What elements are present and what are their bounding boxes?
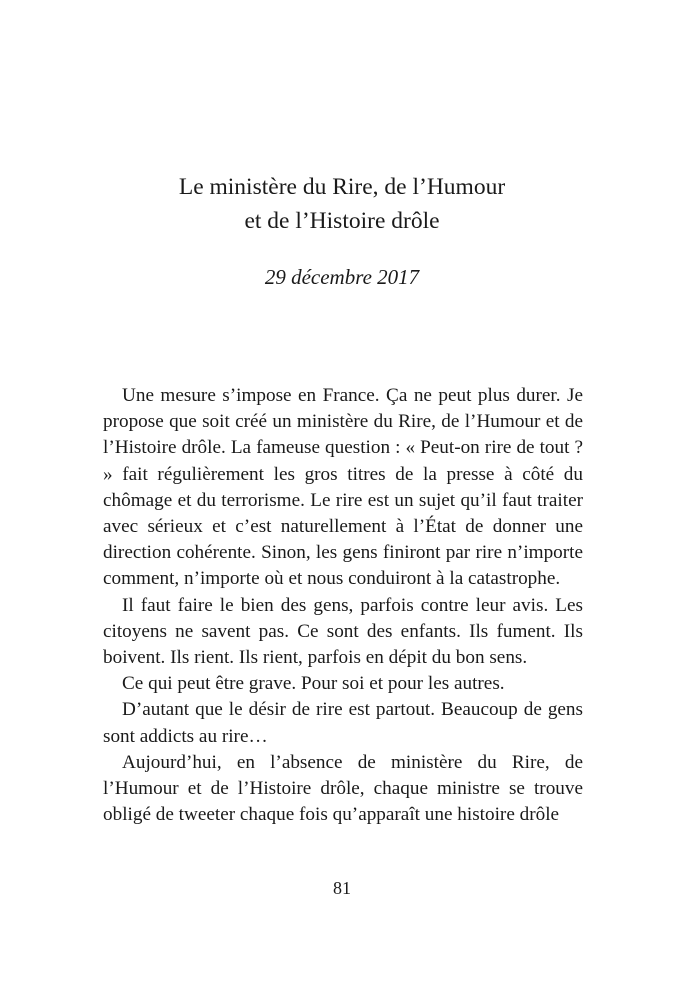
paragraph: Aujourd’hui, en l’absence de ministère du Rire, de l’Humour et de l’Histoire drôle, chaque ministre se trouve obligé de tweeter chaque fois qu’apparaît une histoire drôle (103, 751, 583, 826)
chapter-title (0, 170, 684, 238)
paragraph: Une mesure s’impose en France. Ça ne peut plus durer. Je propose que soit créé un ministère du Rire, de l’Humour et de l’Histoire drôle. La fameuse question : « Peut-on rire de tout ? » fait régulièrement les gros titres de la presse à côté du chômage et du terrorisme. Le rire est un sujet qu’il faut traiter avec sérieux et c’est naturellement à l’État de donner une direction cohérente. Sinon, les gens finiront par rire n’importe comment, n’importe où et nous conduiront à la catastrophe. (103, 385, 583, 590)
paragraph: D’autant que le désir de rire est partout. Beaucoup de gens sont addicts au rire… (103, 699, 583, 747)
page-number: 81 (333, 878, 351, 898)
paragraph: Ce qui peut être grave. Pour soi et pour les autres. (122, 673, 505, 695)
chapter-title-line-1: Le ministère du Rire, de l’Humour (178, 174, 506, 200)
body-text (103, 383, 583, 828)
chapter-date: 29 décembre 2017 (264, 265, 420, 289)
chapter-title-line-2: et de l’Histoire drôle (244, 208, 440, 234)
paragraph: Il faut faire le bien des gens, parfois contre leur avis. Les citoyens ne savent pas. Ce sont des enfants. Ils fument. Ils boivent. Ils rient. Ils rient, parfois en dépit du bon sens. (103, 594, 583, 669)
